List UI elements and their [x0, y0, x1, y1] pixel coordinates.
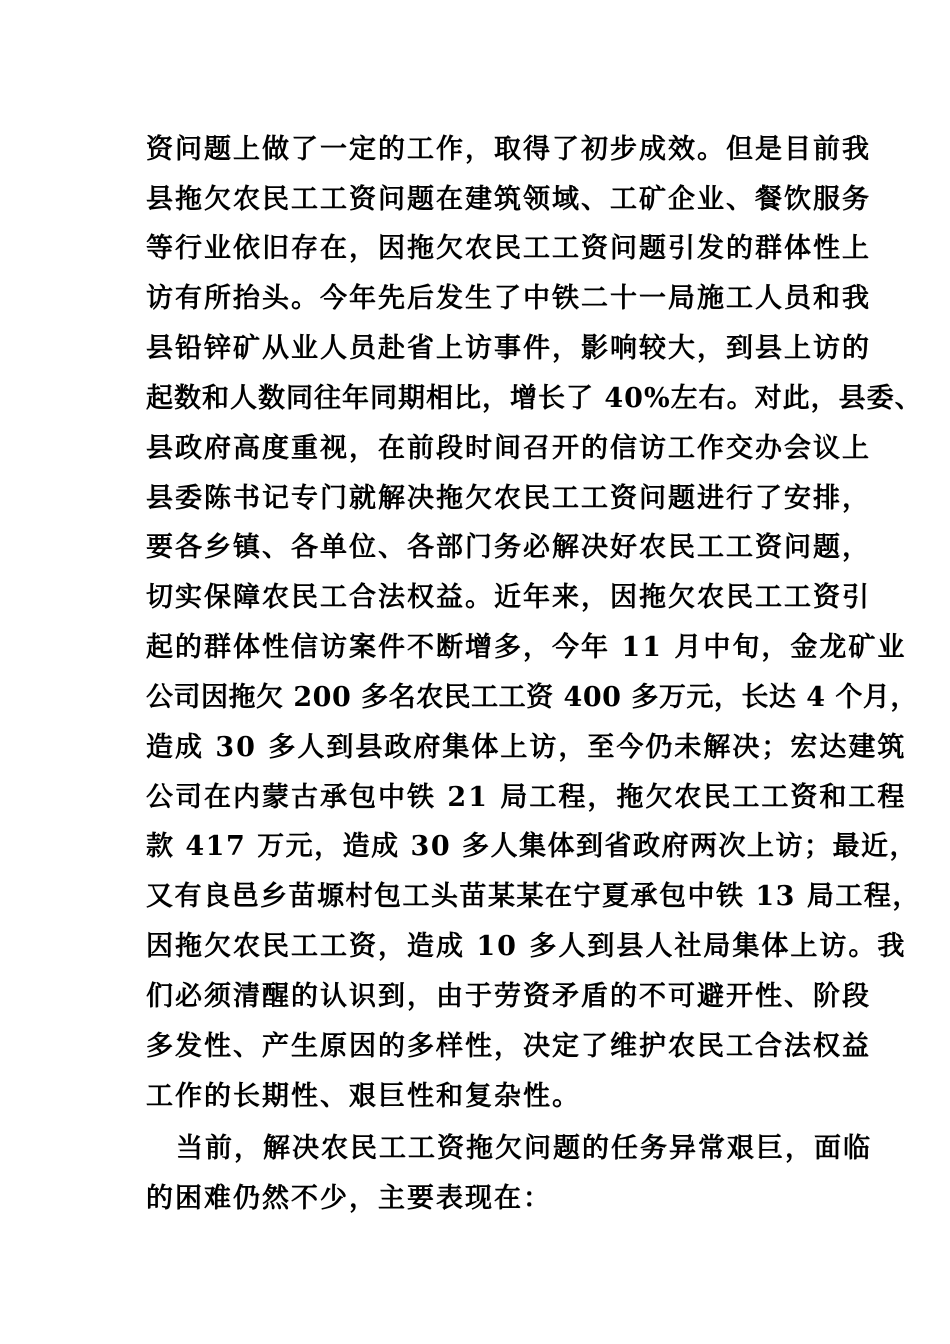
text-line: 又有良邑乡苗塬村包工头苗某某在宁夏承包中铁 13 局工程， — [146, 881, 921, 912]
text-line: 切实保障农民工合法权益。近年来，因拖欠农民工工资引 — [146, 582, 871, 613]
text-line: 公司因拖欠 200 多名农民工工资 400 多万元，长达 4 个月， — [146, 682, 918, 713]
text-line: 公司在内蒙古承包中铁 21 局工程，拖欠农民工工资和工程 — [146, 782, 907, 813]
text-line: 起的群体性信访案件不断增多，今年 11 月中旬，金龙矿业 — [146, 632, 907, 663]
text-line: 要各乡镇、各单位、各部门务必解决好农民工工资问题， — [146, 532, 871, 563]
text-line: 县委陈书记专门就解决拖欠农民工工资问题进行了安排， — [146, 483, 871, 514]
text-line: 多发性、产生原因的多样性，决定了维护农民工合法权益 — [146, 1031, 871, 1062]
text-line: 造成 30 多人到县政府集体上访，至今仍未解决；宏达建筑 — [146, 732, 907, 763]
text-line: 访有所抬头。今年先后发生了中铁二十一局施工人员和我 — [146, 283, 871, 314]
text-line: 县拖欠农民工工资问题在建筑领域、工矿企业、餐饮服务 — [146, 184, 871, 215]
text-line: 因拖欠农民工工资，造成 10 多人到县人社局集体上访。我 — [146, 931, 907, 962]
text-line: 款 417 万元，造成 30 多人集体到省政府两次上访；最近， — [146, 831, 919, 862]
text-line: 工作的长期性、艰巨性和复杂性。 — [146, 1081, 581, 1112]
text-line: 的困难仍然不少，主要表现在： — [146, 1183, 552, 1214]
text-line: 当前，解决农民工工资拖欠问题的任务异常艰巨，面临 — [176, 1133, 872, 1164]
text-line: 县铅锌矿从业人员赴省上访事件，影响较大，到县上访的 — [146, 333, 871, 364]
text-line: 资问题上做了一定的工作，取得了初步成效。但是目前我 — [146, 134, 871, 165]
text-line: 们必须清醒的认识到，由于劳资矛盾的不可避开性、阶段 — [146, 981, 871, 1012]
text-line: 等行业依旧存在，因拖欠农民工工资问题引发的群体性上 — [146, 233, 871, 264]
text-line: 县政府高度重视，在前段时间召开的信访工作交办会议上 — [146, 433, 871, 464]
text-line: 起数和人数同往年同期相比，增长了 40%左右。对此，县委、 — [146, 383, 923, 414]
